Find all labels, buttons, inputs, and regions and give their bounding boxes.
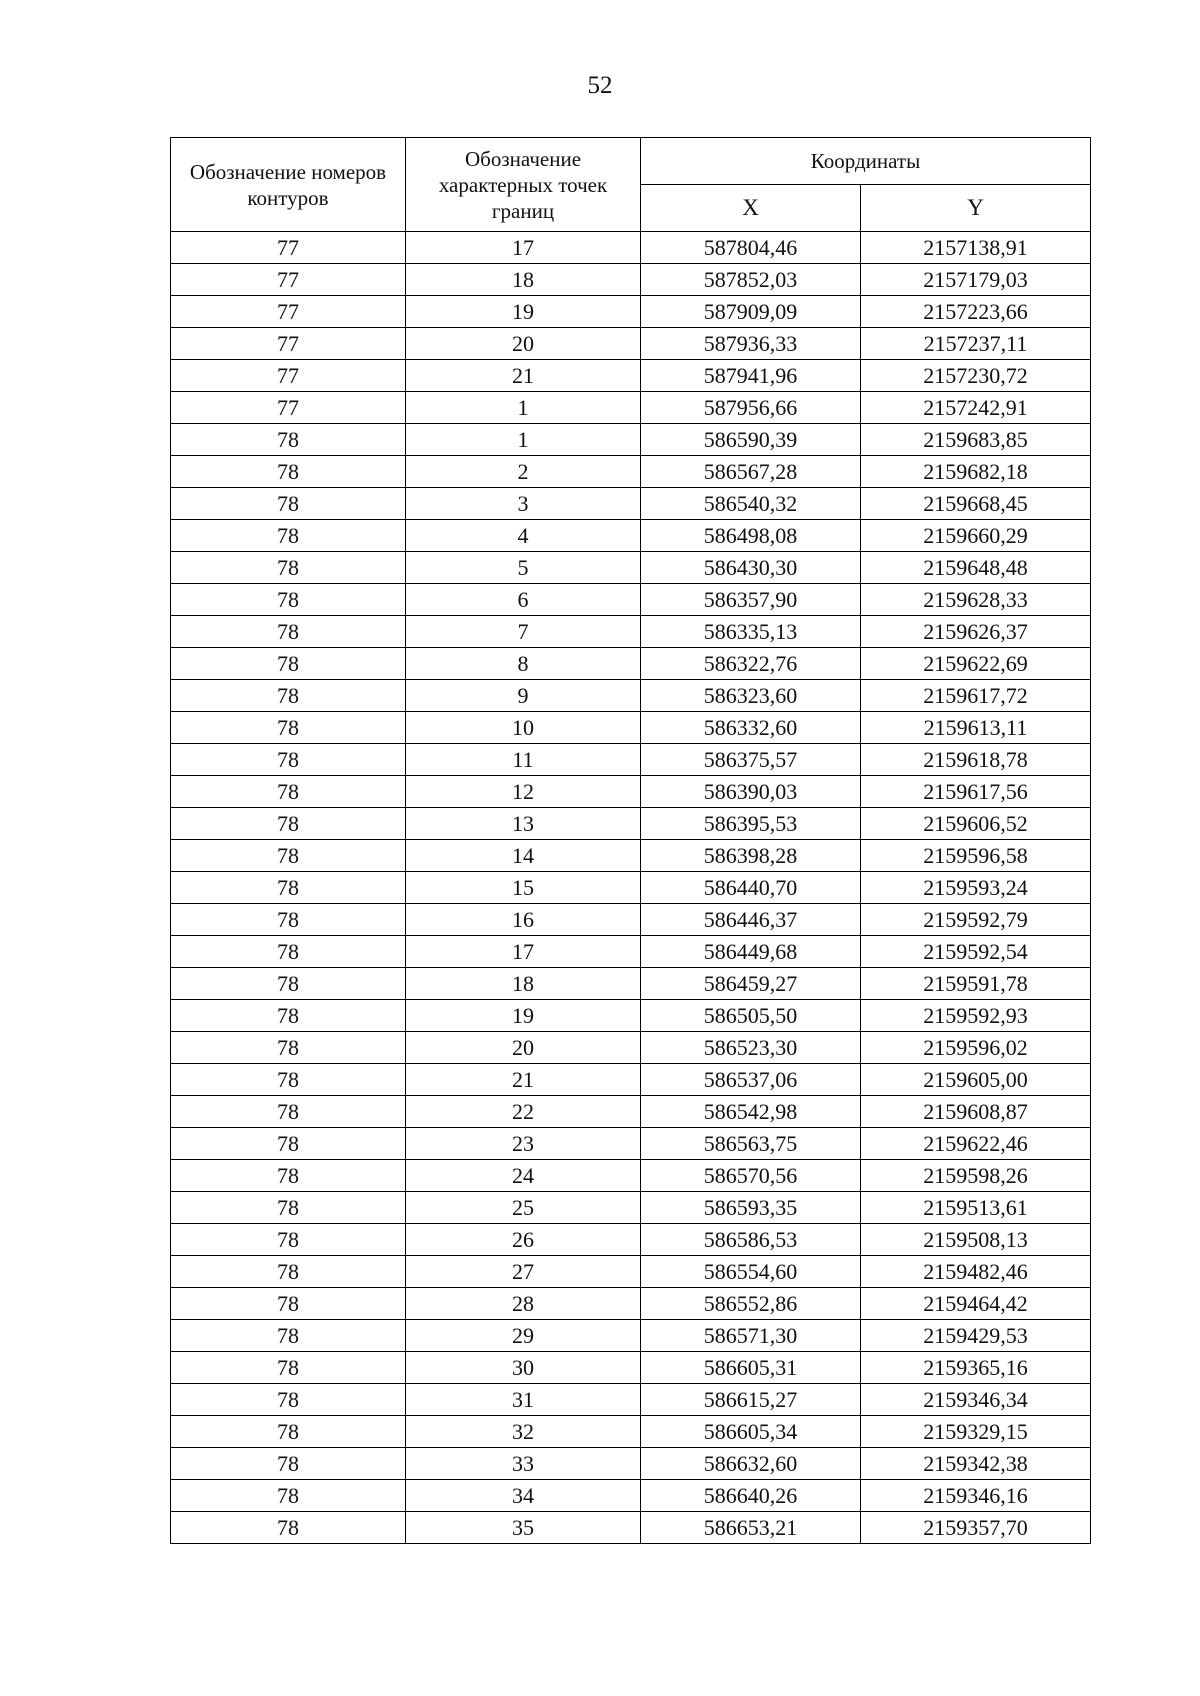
cell-contour: 78	[171, 1096, 406, 1128]
cell-contour: 78	[171, 1224, 406, 1256]
cell-y: 2159605,00	[861, 1064, 1091, 1096]
cell-x: 587909,09	[641, 296, 861, 328]
cell-y: 2159606,52	[861, 808, 1091, 840]
cell-point: 19	[406, 296, 641, 328]
cell-x: 586498,08	[641, 520, 861, 552]
cell-x: 586605,34	[641, 1416, 861, 1448]
cell-point: 35	[406, 1512, 641, 1544]
cell-contour: 78	[171, 488, 406, 520]
cell-y: 2159668,45	[861, 488, 1091, 520]
cell-x: 586567,28	[641, 456, 861, 488]
cell-x: 587941,96	[641, 360, 861, 392]
cell-x: 586459,27	[641, 968, 861, 1000]
table-row	[171, 1256, 1091, 1288]
cell-y: 2159596,58	[861, 840, 1091, 872]
cell-y: 2159482,46	[861, 1256, 1091, 1288]
table-row	[171, 296, 1091, 328]
cell-point: 27	[406, 1256, 641, 1288]
cell-contour: 78	[171, 648, 406, 680]
cell-x: 586537,06	[641, 1064, 861, 1096]
table-row	[171, 776, 1091, 808]
cell-x: 586446,37	[641, 904, 861, 936]
cell-contour: 77	[171, 264, 406, 296]
cell-contour: 78	[171, 1480, 406, 1512]
table-row	[171, 712, 1091, 744]
cell-y: 2157237,11	[861, 328, 1091, 360]
cell-y: 2159346,16	[861, 1480, 1091, 1512]
table-row	[171, 1224, 1091, 1256]
header-contour-number: Обозначение номеров контуров	[171, 138, 406, 232]
cell-x: 586554,60	[641, 1256, 861, 1288]
table-row	[171, 328, 1091, 360]
cell-contour: 78	[171, 1064, 406, 1096]
cell-x: 586449,68	[641, 936, 861, 968]
table-row	[171, 584, 1091, 616]
cell-point: 6	[406, 584, 641, 616]
cell-point: 24	[406, 1160, 641, 1192]
cell-contour: 77	[171, 392, 406, 424]
cell-point: 32	[406, 1416, 641, 1448]
cell-contour: 77	[171, 328, 406, 360]
cell-point: 15	[406, 872, 641, 904]
cell-point: 17	[406, 232, 641, 264]
cell-x: 586615,27	[641, 1384, 861, 1416]
table-row	[171, 680, 1091, 712]
cell-y: 2159592,54	[861, 936, 1091, 968]
coordinates-table	[170, 137, 1091, 1544]
cell-contour: 78	[171, 840, 406, 872]
cell-contour: 78	[171, 1320, 406, 1352]
cell-x: 586322,76	[641, 648, 861, 680]
page-number: 52	[587, 72, 613, 99]
cell-contour: 78	[171, 968, 406, 1000]
cell-contour: 78	[171, 808, 406, 840]
cell-point: 8	[406, 648, 641, 680]
cell-contour: 78	[171, 904, 406, 936]
cell-y: 2157223,66	[861, 296, 1091, 328]
cell-y: 2159622,69	[861, 648, 1091, 680]
cell-contour: 78	[171, 1384, 406, 1416]
cell-point: 12	[406, 776, 641, 808]
table-row	[171, 1032, 1091, 1064]
cell-contour: 78	[171, 712, 406, 744]
cell-x: 586640,26	[641, 1480, 861, 1512]
cell-contour: 78	[171, 1512, 406, 1544]
cell-x: 586440,70	[641, 872, 861, 904]
cell-y: 2159660,29	[861, 520, 1091, 552]
cell-y: 2159429,53	[861, 1320, 1091, 1352]
cell-contour: 78	[171, 1256, 406, 1288]
cell-contour: 78	[171, 1160, 406, 1192]
cell-point: 11	[406, 744, 641, 776]
cell-contour: 78	[171, 1448, 406, 1480]
cell-x: 586563,75	[641, 1128, 861, 1160]
table-row	[171, 1128, 1091, 1160]
table-row	[171, 1064, 1091, 1096]
cell-contour: 78	[171, 520, 406, 552]
cell-contour: 78	[171, 936, 406, 968]
table-header	[171, 138, 1091, 232]
cell-point: 21	[406, 360, 641, 392]
cell-y: 2159682,18	[861, 456, 1091, 488]
cell-y: 2159592,93	[861, 1000, 1091, 1032]
cell-x: 586323,60	[641, 680, 861, 712]
cell-contour: 78	[171, 872, 406, 904]
cell-x: 587852,03	[641, 264, 861, 296]
header-y: Y	[861, 185, 1091, 232]
cell-y: 2159598,26	[861, 1160, 1091, 1192]
cell-y: 2157242,91	[861, 392, 1091, 424]
cell-y: 2157230,72	[861, 360, 1091, 392]
cell-point: 22	[406, 1096, 641, 1128]
cell-y: 2159628,33	[861, 584, 1091, 616]
cell-y: 2157138,91	[861, 232, 1091, 264]
cell-contour: 78	[171, 424, 406, 456]
cell-point: 10	[406, 712, 641, 744]
table-row	[171, 456, 1091, 488]
cell-x: 586540,32	[641, 488, 861, 520]
cell-x: 586398,28	[641, 840, 861, 872]
table-row	[171, 1448, 1091, 1480]
cell-contour: 78	[171, 1000, 406, 1032]
cell-point: 5	[406, 552, 641, 584]
cell-point: 18	[406, 264, 641, 296]
cell-x: 587936,33	[641, 328, 861, 360]
table-row	[171, 648, 1091, 680]
cell-x: 586605,31	[641, 1352, 861, 1384]
cell-x: 586586,53	[641, 1224, 861, 1256]
cell-point: 7	[406, 616, 641, 648]
cell-y: 2159596,02	[861, 1032, 1091, 1064]
cell-point: 13	[406, 808, 641, 840]
table-row	[171, 424, 1091, 456]
table-body	[171, 232, 1091, 1544]
table-row	[171, 520, 1091, 552]
cell-contour: 78	[171, 776, 406, 808]
table-row	[171, 840, 1091, 872]
cell-x: 586332,60	[641, 712, 861, 744]
cell-point: 18	[406, 968, 641, 1000]
cell-x: 587804,46	[641, 232, 861, 264]
table-row	[171, 1320, 1091, 1352]
cell-x: 586542,98	[641, 1096, 861, 1128]
cell-y: 2159683,85	[861, 424, 1091, 456]
cell-contour: 77	[171, 296, 406, 328]
cell-point: 30	[406, 1352, 641, 1384]
cell-y: 2159593,24	[861, 872, 1091, 904]
cell-contour: 78	[171, 584, 406, 616]
table-row	[171, 1192, 1091, 1224]
cell-contour: 78	[171, 1288, 406, 1320]
cell-y: 2159608,87	[861, 1096, 1091, 1128]
cell-y: 2159513,61	[861, 1192, 1091, 1224]
table-row	[171, 904, 1091, 936]
cell-y: 2159618,78	[861, 744, 1091, 776]
cell-contour: 78	[171, 1192, 406, 1224]
cell-y: 2159342,38	[861, 1448, 1091, 1480]
cell-x: 586375,57	[641, 744, 861, 776]
cell-x: 586430,30	[641, 552, 861, 584]
table-row	[171, 392, 1091, 424]
cell-point: 1	[406, 392, 641, 424]
cell-y: 2159329,15	[861, 1416, 1091, 1448]
cell-x: 586390,03	[641, 776, 861, 808]
table-row	[171, 808, 1091, 840]
header-boundary-point: Обозначение характерных точек границ	[406, 138, 641, 232]
table-row	[171, 872, 1091, 904]
cell-contour: 78	[171, 744, 406, 776]
cell-x: 586552,86	[641, 1288, 861, 1320]
table-row	[171, 488, 1091, 520]
cell-point: 26	[406, 1224, 641, 1256]
cell-contour: 78	[171, 616, 406, 648]
cell-x: 586632,60	[641, 1448, 861, 1480]
cell-point: 31	[406, 1384, 641, 1416]
table-row	[171, 936, 1091, 968]
cell-point: 25	[406, 1192, 641, 1224]
cell-point: 3	[406, 488, 641, 520]
cell-y: 2159508,13	[861, 1224, 1091, 1256]
cell-y: 2157179,03	[861, 264, 1091, 296]
cell-point: 23	[406, 1128, 641, 1160]
cell-x: 586395,53	[641, 808, 861, 840]
cell-contour: 78	[171, 1032, 406, 1064]
cell-point: 19	[406, 1000, 641, 1032]
cell-contour: 78	[171, 1128, 406, 1160]
cell-contour: 78	[171, 552, 406, 584]
cell-y: 2159357,70	[861, 1512, 1091, 1544]
cell-y: 2159613,11	[861, 712, 1091, 744]
cell-x: 586523,30	[641, 1032, 861, 1064]
table-row	[171, 552, 1091, 584]
cell-y: 2159648,48	[861, 552, 1091, 584]
cell-y: 2159617,56	[861, 776, 1091, 808]
table-row	[171, 264, 1091, 296]
cell-x: 586570,56	[641, 1160, 861, 1192]
cell-point: 20	[406, 328, 641, 360]
cell-contour: 78	[171, 680, 406, 712]
cell-y: 2159626,37	[861, 616, 1091, 648]
table-row	[171, 968, 1091, 1000]
cell-y: 2159365,16	[861, 1352, 1091, 1384]
cell-y: 2159464,42	[861, 1288, 1091, 1320]
cell-contour: 78	[171, 1352, 406, 1384]
cell-y: 2159617,72	[861, 680, 1091, 712]
cell-x: 586593,35	[641, 1192, 861, 1224]
cell-point: 21	[406, 1064, 641, 1096]
cell-contour: 78	[171, 1416, 406, 1448]
table-row	[171, 744, 1091, 776]
cell-x: 586335,13	[641, 616, 861, 648]
header-coordinates: Координаты	[641, 138, 1091, 185]
table-row	[171, 1000, 1091, 1032]
cell-contour: 77	[171, 360, 406, 392]
cell-point: 33	[406, 1448, 641, 1480]
table-row	[171, 1512, 1091, 1544]
cell-x: 586653,21	[641, 1512, 861, 1544]
cell-point: 17	[406, 936, 641, 968]
table-row	[171, 1352, 1091, 1384]
header-x: X	[641, 185, 861, 232]
cell-point: 9	[406, 680, 641, 712]
cell-contour: 77	[171, 232, 406, 264]
cell-point: 1	[406, 424, 641, 456]
cell-point: 34	[406, 1480, 641, 1512]
table-row	[171, 1416, 1091, 1448]
cell-x: 586590,39	[641, 424, 861, 456]
cell-point: 2	[406, 456, 641, 488]
cell-point: 28	[406, 1288, 641, 1320]
table-row	[171, 1288, 1091, 1320]
table-row	[171, 1480, 1091, 1512]
cell-point: 14	[406, 840, 641, 872]
cell-x: 586571,30	[641, 1320, 861, 1352]
cell-y: 2159592,79	[861, 904, 1091, 936]
table-row	[171, 1160, 1091, 1192]
cell-x: 587956,66	[641, 392, 861, 424]
table-row	[171, 232, 1091, 264]
cell-x: 586505,50	[641, 1000, 861, 1032]
cell-point: 4	[406, 520, 641, 552]
table-row	[171, 360, 1091, 392]
cell-y: 2159346,34	[861, 1384, 1091, 1416]
table-row	[171, 616, 1091, 648]
table-row	[171, 1096, 1091, 1128]
cell-point: 16	[406, 904, 641, 936]
cell-x: 586357,90	[641, 584, 861, 616]
cell-point: 20	[406, 1032, 641, 1064]
cell-y: 2159622,46	[861, 1128, 1091, 1160]
cell-y: 2159591,78	[861, 968, 1091, 1000]
table-row	[171, 1384, 1091, 1416]
cell-point: 29	[406, 1320, 641, 1352]
cell-contour: 78	[171, 456, 406, 488]
